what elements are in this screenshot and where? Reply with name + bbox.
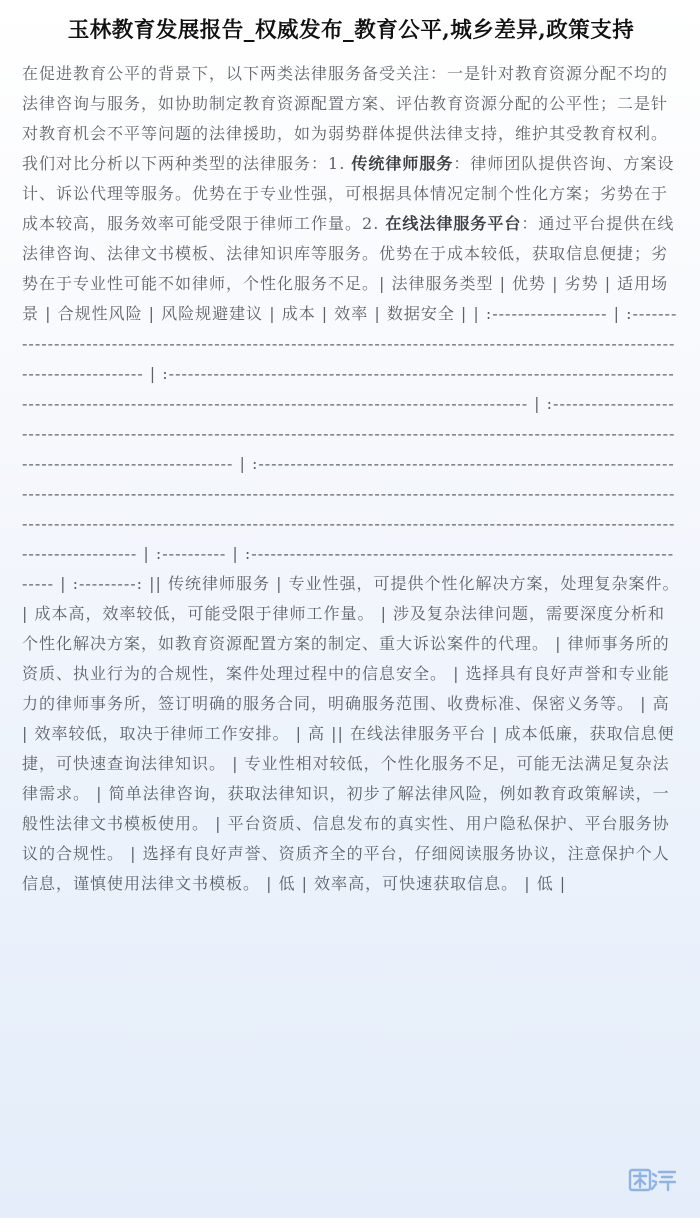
table-header-text: | 法律服务类型 | 优势 | 劣势 | 适用场景 | 合规性风险 | 风险规避建议 | 成本 | 效率 | 数据安全 | | :------------------ | :-------------------------------------------------------------------------------------------------------------------------------- | :-------------------------------------------------------------------------------------------------------------------------------------------------------------- | :---------------------------------------------------------------------------------------------------------------------------------------------------------- | :----------------------------------------------------------------------------------------------------------------------------------------------------------------------------------------------------------------------------------------------------------------------------------------------- | :---------- | :----------------------------------------------------------------------- | :---------: | <box>22 274 678 593</box>
table-row-online: | 在线法律服务平台 | 成本低廉，获取信息便捷，可快速查询法律知识。 | 专业性相对较低，个性化服务不足，可能无法满足复杂法律需求。 | 简单法律咨询，获取法律知识，初步了解法律风险，例如教育政策解读，一般性法律文书模板使用。 | 平台资质、信息发布的真实性、用户隐私保护、平台服务协议的合规性。 | 选择有良好声誉、资质齐全的平台，仔细阅读服务协议，注意保护个人信息，谨慎使用法律文书模板。 | 低 | 效率高，可快速获取信息。 | 低 | <box>22 724 675 893</box>
article-title: 玉林教育发展报告_权威发布_教育公平,城乡差异,政策支持 <box>67 18 635 43</box>
item2-title: 在线法律服务平台 <box>385 214 522 233</box>
item2-text: ：通过平台提供在线法律咨询、法律文书模板、法律知识库等服务。优势在于成本较低，获取信息便捷；劣势在于专业性可能不如律师，个性化服务不足。 <box>22 214 675 293</box>
table-row-traditional: | 传统律师服务 | 专业性强，可提供个性化解决方案，处理复杂案件。 | 成本高，效率较低，可能受限于律师工作量。 | 涉及复杂法律问题，需要深度分析和个性化解决方案，如教育资源配置方案的制定、重大诉讼案件的代理。 | 律师事务所的资质、执业行为的合规性，案件处理过程中的信息安全。 | 选择具有良好声誉和专业能力的律师事务所，签订明确的服务合同，明确服务范围、收费标准、保密义务等。 | 高 | 效率较低，取决于律师工作安排。 | 高 | <box>22 574 680 743</box>
item1-text: ：律师团队提供咨询、方案设计、诉讼代理等服务。优势在于专业性强，可根据具体情况定制个性化方案；劣势在于成本较高，服务效率可能受限于律师工作量。 <box>22 154 675 233</box>
article-body <box>22 59 680 899</box>
app-logo-icon <box>628 1168 678 1192</box>
intro-text: 在促进教育公平的背景下，以下两类法律服务备受关注：一是针对教育资源分配不均的法律咨询与服务，如协助制定教育资源配置方案、评估教育资源分配的公平性；二是针对教育机会不平等问题的法律援助，如为弱势群体提供法律支持，维护其受教育权利。我们对比分析以下两种类型的法律服务： <box>22 64 669 173</box>
item1-title: 传统律师服务 <box>351 154 454 173</box>
item1-number: 1. <box>328 154 352 173</box>
item2-number: 2. <box>362 214 386 233</box>
